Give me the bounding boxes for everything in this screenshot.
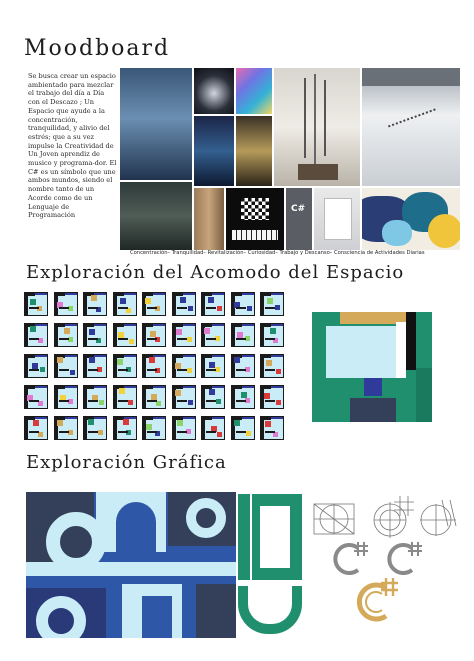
tile-block: [65, 355, 77, 357]
tile-block: [266, 360, 272, 366]
tile-block: [94, 386, 106, 388]
tile-block: [206, 307, 216, 309]
tile-block: [212, 324, 224, 326]
tile-block: [25, 417, 28, 439]
tile-block: [242, 386, 254, 388]
layout-tile: [24, 416, 48, 440]
tile-block: [59, 431, 69, 433]
photo-yellow-lights: [236, 116, 272, 186]
tile-block: [128, 400, 133, 405]
tile-block: [65, 386, 77, 388]
tile-block: [212, 386, 224, 388]
tile-block: [88, 338, 98, 340]
tile-block: [124, 293, 136, 295]
sketch-grid-3: [420, 500, 456, 536]
tile-block: [153, 417, 165, 419]
tile-block: [183, 293, 195, 295]
tile-block: [236, 307, 246, 309]
tile-block: [89, 329, 95, 335]
plan-desk: [350, 398, 396, 422]
tile-block: [177, 307, 187, 309]
tile-block: [25, 324, 28, 346]
tile-block: [118, 338, 128, 340]
tile-block: [153, 386, 165, 388]
tile-block: [206, 400, 216, 402]
tile-block: [242, 293, 254, 295]
layout-tile: [113, 323, 137, 347]
photo-gallery-room: [362, 68, 460, 186]
layout-tile: [260, 323, 284, 347]
tile-block: [147, 369, 157, 371]
tile-block: [236, 400, 246, 402]
layout-tile: [172, 354, 196, 378]
tile-block: [202, 386, 205, 408]
tile-block: [276, 400, 281, 405]
tile-block: [147, 431, 157, 433]
tile-block: [65, 324, 77, 326]
photo-dark-lights: [194, 68, 234, 114]
tile-block: [265, 369, 275, 371]
layout-tile: [172, 292, 196, 316]
photo-colorful-light: [236, 68, 272, 114]
tile-block: [88, 369, 98, 371]
layout-tile: [83, 323, 107, 347]
layout-tile: [83, 385, 107, 409]
tile-block: [118, 307, 128, 309]
tile-block: [84, 355, 87, 377]
tile-block: [271, 417, 283, 419]
tile-block: [217, 432, 222, 437]
plan-right-wall: [416, 368, 432, 422]
tile-block: [65, 293, 77, 295]
plan-light-area: [326, 326, 406, 378]
tile-block: [124, 355, 136, 357]
tile-block: [29, 400, 39, 402]
graphic-green-shapes: [238, 494, 302, 634]
tile-block: [84, 417, 87, 439]
tile-block: [88, 419, 94, 425]
tile-block: [202, 355, 205, 377]
tile-block: [270, 328, 276, 334]
tile-block: [129, 339, 134, 344]
tile-block: [275, 305, 280, 310]
photo-hanging-sculpture: [274, 68, 360, 186]
layout-tile: [172, 323, 196, 347]
tile-block: [119, 388, 125, 394]
plan-blue-square: [364, 378, 382, 396]
tile-block: [84, 386, 87, 408]
layout-tile: [231, 323, 255, 347]
tile-block: [175, 390, 181, 396]
photo-piano-checker: [226, 188, 284, 250]
tile-block: [143, 355, 146, 377]
tile-block: [147, 338, 157, 340]
tile-block: [267, 298, 273, 304]
photo-wood-room: [194, 188, 224, 250]
layout-tile: [231, 354, 255, 378]
photo-forest: [120, 182, 192, 250]
tile-block: [236, 431, 246, 433]
tile-block: [94, 417, 106, 419]
tile-block: [59, 338, 69, 340]
tile-block: [30, 299, 36, 305]
tile-block: [173, 324, 176, 346]
tile-block: [212, 293, 224, 295]
photo-notebook: [314, 188, 360, 250]
layout-tile: [54, 292, 78, 316]
tile-block: [232, 386, 235, 408]
tile-block: [265, 307, 275, 309]
tile-block: [29, 307, 39, 309]
graphic-blue-composition: [26, 492, 236, 638]
tile-block: [35, 355, 47, 357]
tile-block: [247, 306, 252, 311]
tile-block: [265, 400, 275, 402]
tile-block: [65, 417, 77, 419]
tile-block: [202, 417, 205, 439]
tile-block: [183, 324, 195, 326]
tile-block: [246, 431, 251, 436]
tile-block: [147, 400, 157, 402]
tile-block: [88, 431, 98, 433]
tile-block: [91, 295, 97, 301]
tile-block: [271, 324, 283, 326]
tile-block: [232, 324, 235, 346]
moodboard-collage: [120, 68, 460, 250]
tile-block: [242, 324, 254, 326]
intro-paragraph: Se busca crear un espacio ambientado para mezclar el trabajo del día a Día con el Descazo ; Un Espacio que ayude a la concentración, tranquilidad, y alivio del estrés; que a su vez impulse la Creatividad de Un Joven aprendiz de musico y programa-dor. El C# es un símbolo que une ambos mundos, siendo el nombre tanto de un Acorde como de un Lenguaje de Programación: [28, 72, 117, 220]
tile-block: [124, 417, 136, 419]
tile-block: [265, 421, 271, 427]
layout-tile: [260, 416, 284, 440]
layout-plan-large: [312, 312, 432, 422]
csharp-gold-inner: [366, 592, 382, 612]
layout-tile: [113, 385, 137, 409]
tile-block: [25, 355, 28, 377]
tile-block: [94, 293, 106, 295]
sketch-grid-2: [374, 496, 414, 538]
photo-csharp-book: [286, 188, 312, 250]
tile-block: [271, 386, 283, 388]
layout-tile: [142, 416, 166, 440]
tile-block: [118, 369, 128, 371]
tile-block: [261, 417, 264, 439]
tile-block: [236, 338, 246, 340]
layout-tile: [54, 385, 78, 409]
tile-block: [94, 355, 106, 357]
layout-tile: [113, 416, 137, 440]
tile-block: [271, 355, 283, 357]
tile-block: [146, 424, 152, 430]
tile-block: [30, 326, 36, 332]
layout-tile: [260, 385, 284, 409]
tile-block: [212, 417, 224, 419]
layout-tile: [54, 416, 78, 440]
csharp-gray-1: [335, 545, 358, 573]
tile-block: [183, 355, 195, 357]
tile-block: [242, 417, 254, 419]
tile-block: [120, 298, 126, 304]
section-title-layout: Exploración del Acomodo del Espacio: [26, 262, 405, 283]
tile-block: [117, 359, 123, 365]
tile-block: [173, 293, 176, 315]
layout-tile: [231, 292, 255, 316]
layout-tile: [54, 323, 78, 347]
tile-block: [57, 357, 63, 363]
tile-block: [177, 431, 187, 433]
tile-block: [25, 293, 28, 315]
layout-tile: [54, 354, 78, 378]
tile-block: [114, 417, 117, 439]
tile-block: [206, 338, 216, 340]
layout-tile: [24, 292, 48, 316]
tile-block: [234, 420, 240, 426]
tile-block: [276, 369, 281, 374]
tile-block: [265, 431, 275, 433]
layout-tile: [201, 385, 225, 409]
tile-block: [206, 369, 216, 371]
tile-block: [57, 420, 63, 426]
tile-block: [143, 386, 146, 408]
tile-block: [261, 293, 264, 315]
tile-block: [216, 399, 221, 404]
tile-block: [114, 386, 117, 408]
page-title: Moodboard: [24, 36, 171, 61]
tile-block: [124, 324, 136, 326]
tile-block: [29, 431, 39, 433]
tile-block: [124, 386, 136, 388]
tile-block: [33, 420, 39, 426]
tile-block: [147, 307, 157, 309]
tile-block: [59, 307, 69, 309]
tile-block: [118, 431, 128, 433]
moodboard-caption: Concentración– Tranquilidad– Revitalización– Curiosidad– Trabajo y Descanso– Consciencia de Actividades Diarias: [130, 250, 425, 256]
tile-block: [176, 329, 182, 335]
tile-block: [123, 419, 129, 425]
tile-block: [40, 367, 45, 372]
layout-tile: [142, 385, 166, 409]
photo-whale: [120, 68, 192, 180]
photo-blue-room: [194, 116, 234, 186]
tile-block: [88, 400, 98, 402]
layout-tile: [24, 385, 48, 409]
plan-dark-bar: [406, 312, 416, 370]
tile-block: [188, 400, 193, 405]
tile-block: [35, 324, 47, 326]
layout-tile: [231, 385, 255, 409]
layout-tile: [113, 354, 137, 378]
tile-block: [143, 293, 146, 315]
layout-tile: [83, 416, 107, 440]
tile-block: [242, 355, 254, 357]
tile-block: [202, 293, 205, 315]
layout-tile: [142, 292, 166, 316]
layout-tile: [142, 323, 166, 347]
tile-block: [153, 324, 165, 326]
tile-block: [261, 355, 264, 377]
tile-block: [35, 417, 47, 419]
tile-block: [35, 386, 47, 388]
tile-block: [149, 357, 155, 363]
layout-exploration-grid: [24, 292, 290, 440]
photo-abstract-blobs: [362, 188, 460, 250]
tile-block: [55, 324, 58, 346]
tile-block: [209, 389, 215, 395]
layout-tile: [24, 323, 48, 347]
tile-block: [153, 355, 165, 357]
layout-tile: [231, 416, 255, 440]
layout-tile: [201, 416, 225, 440]
tile-block: [177, 400, 187, 402]
layout-tile: [142, 354, 166, 378]
tile-block: [59, 400, 69, 402]
tile-block: [70, 370, 75, 375]
sketch-grid-1: [314, 504, 354, 534]
tile-block: [217, 306, 222, 311]
layout-tile: [260, 354, 284, 378]
tile-block: [177, 369, 187, 371]
tile-block: [99, 400, 104, 405]
layout-tile: [201, 354, 225, 378]
tile-block: [84, 324, 87, 346]
tile-block: [29, 369, 39, 371]
tile-block: [59, 369, 69, 371]
tile-block: [208, 297, 214, 303]
tile-block: [143, 324, 146, 346]
tile-block: [94, 324, 106, 326]
layout-tile: [172, 385, 196, 409]
tile-block: [187, 337, 192, 342]
tile-block: [153, 293, 165, 295]
tile-block: [114, 324, 117, 346]
tile-block: [98, 430, 103, 435]
tile-block: [88, 307, 98, 309]
csharp-label: C#: [291, 204, 306, 214]
tile-block: [64, 328, 70, 334]
tile-block: [183, 386, 195, 388]
tile-block: [187, 368, 192, 373]
tile-block: [234, 357, 240, 363]
csharp-logo-sketches: [310, 490, 460, 630]
section-title-graphic: Exploración Gráfica: [26, 452, 227, 473]
layout-tile: [201, 292, 225, 316]
tile-block: [177, 338, 187, 340]
layout-tile: [83, 354, 107, 378]
tile-block: [271, 293, 283, 295]
tile-block: [206, 431, 216, 433]
tile-block: [265, 338, 275, 340]
layout-tile: [113, 292, 137, 316]
layout-tile: [260, 292, 284, 316]
tile-block: [118, 400, 128, 402]
layout-tile: [24, 354, 48, 378]
tile-block: [236, 369, 246, 371]
tile-block: [204, 328, 210, 334]
csharp-gray-2: [389, 545, 412, 573]
layout-tile: [201, 323, 225, 347]
tile-block: [183, 417, 195, 419]
plan-white-block: [396, 322, 406, 378]
tile-block: [180, 297, 186, 303]
tile-block: [188, 306, 193, 311]
tile-block: [173, 417, 176, 439]
tile-block: [35, 293, 47, 295]
layout-tile: [83, 292, 107, 316]
tile-block: [29, 338, 39, 340]
tile-block: [89, 357, 95, 363]
tile-block: [264, 393, 270, 399]
tile-block: [84, 293, 87, 315]
tile-block: [55, 386, 58, 408]
tile-block: [114, 293, 117, 315]
tile-block: [145, 298, 151, 304]
tile-block: [261, 324, 264, 346]
layout-tile: [172, 416, 196, 440]
tile-block: [177, 420, 183, 426]
tile-block: [212, 355, 224, 357]
